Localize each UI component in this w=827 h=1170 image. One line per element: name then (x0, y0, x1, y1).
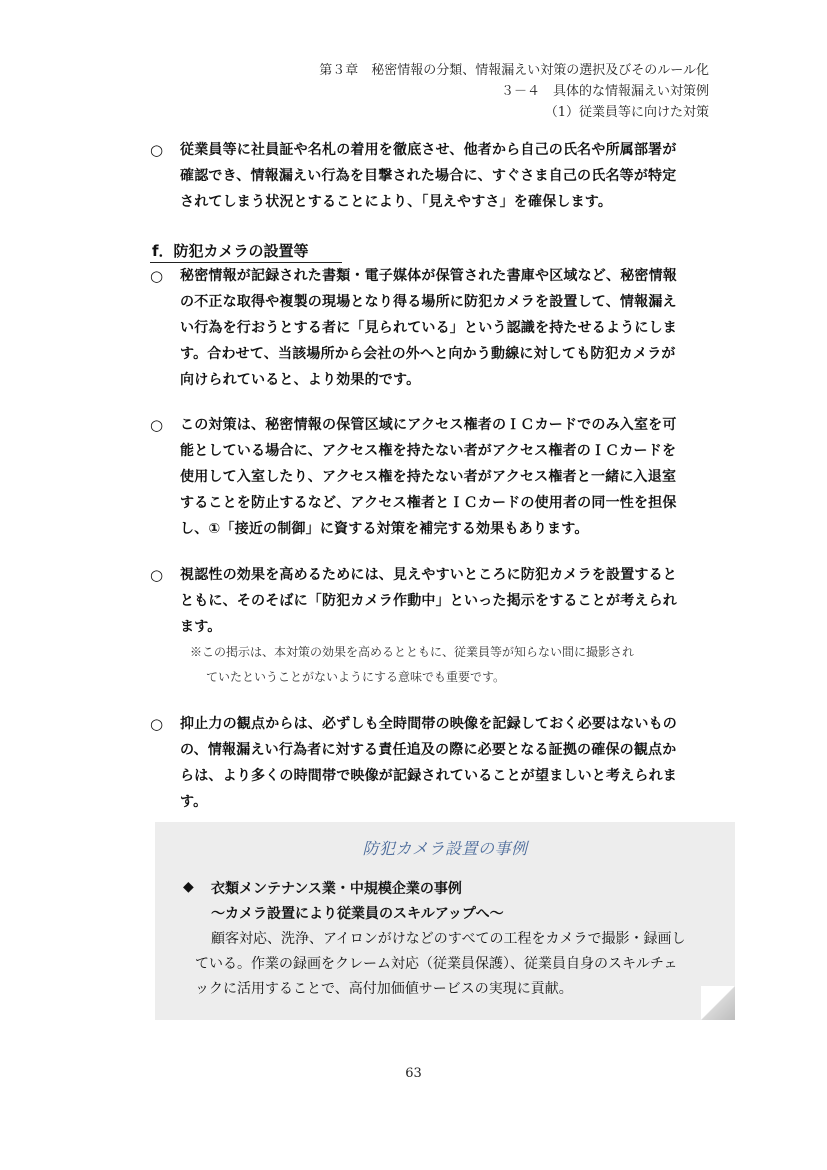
intro-paragraph (150, 137, 710, 215)
paragraph-line: 視認性の効果を高めるためには、見えやすいところに防犯カメラを設置すると (180, 567, 677, 583)
paragraph-line: 使用して入室したり、アクセス権を持たない者がアクセス権者と一緒に入退室 (180, 469, 677, 485)
paragraph-line: 確認でき、情報漏えい行為を目撃された場合に、すぐさま自己の氏名等が特定 (180, 168, 677, 184)
paragraph-line: 抑止力の観点からは、必ずしも全時間帯の映像を記録しておく必要はないもの (180, 716, 677, 732)
chapter-title: 第３章 秘密情報の分類、情報漏えい対策の選択及びそのルール化 (319, 63, 709, 78)
paragraph-line: 能としている場合に、アクセス権を持たない者がアクセス権者のＩＣカードを (180, 443, 677, 459)
diamond-bullet-icon: ◆ (183, 879, 194, 895)
paragraph-line: されてしまう状況とすることにより、「見えやすさ」を確保します。 (180, 194, 613, 210)
case-body-line: ている。作業の録画をクレーム対応（従業員保護）、従業員自身のスキルチェ (195, 956, 678, 972)
case-body-line: ックに活用することで、高付加価値サービスの実現に貢献。 (195, 981, 573, 997)
section-title: ３－４ 具体的な情報漏えい対策例 (500, 84, 709, 99)
section-heading-f: f．防犯カメラの設置等 (150, 240, 342, 263)
page-curl-decoration (701, 986, 735, 1020)
paragraph-ic-card (150, 412, 710, 542)
paragraph-line: 従業員等に社員証や名札の着用を徹底させ、他者から自己の氏名や所属部署が (180, 142, 677, 158)
paragraph-visibility (150, 562, 710, 690)
bullet-circle-icon: ○ (150, 715, 164, 733)
paragraph-line: の不正な取得や複製の現場となり得る場所に防犯カメラを設置して、情報漏え (180, 294, 677, 310)
bullet-circle-icon: ○ (150, 566, 164, 584)
paragraph-line: す。合わせて、当該場所から会社の外へと向かう動線に対しても防犯カメラが (180, 346, 676, 362)
paragraph-line: 向けられていると、より効果的です。 (180, 372, 421, 388)
paragraph-line: す。 (180, 794, 208, 810)
subsection-title: （1）従業員等に向けた対策 (544, 105, 709, 120)
paragraph-line: い行為を行おうとする者に「見られている」という認識を持たせるようにしま (180, 320, 677, 336)
bullet-circle-icon: ○ (150, 416, 164, 434)
note-line: ※この掲示は、本対策の効果を高めるとともに、従業員等が知らない間に撮影され (190, 645, 635, 659)
paragraph-line: することを防止するなど、アクセス権者とＩＣカードの使用者の同一性を担保 (180, 495, 677, 511)
case-body-line: 顧客対応、洗浄、アイロンがけなどのすべての工程をカメラで撮影・録画し (211, 931, 686, 947)
paragraph-deterrence (150, 711, 710, 815)
paragraph-line: ます。 (180, 619, 222, 635)
paragraph-line: 秘密情報が記録された書類・電子媒体が保管された書庫や区域など、秘密情報 (180, 268, 677, 284)
page-header (319, 60, 709, 123)
paragraph-line: の、情報漏えい行為者に対する責任追及の際に必要となる証拠の確保の観点か (180, 742, 677, 758)
case-subtitle: ～カメラ設置により従業員のスキルアップへ～ (211, 906, 504, 922)
case-title: 衣類メンテナンス業・中規模企業の事例 (211, 881, 462, 897)
paragraph-camera-placement (150, 263, 710, 393)
paragraph-line: し、①「接近の制御」に資する対策を補完する効果もあります。 (180, 521, 589, 537)
paragraph-line: ともに、そのそばに「防犯カメラ作動中」といった掲示をすることが考えられ (180, 593, 677, 609)
paragraph-line: この対策は、秘密情報の保管区域にアクセス権者のＩＣカードでのみ入室を可 (180, 417, 677, 433)
note (190, 640, 710, 690)
note-line: ていたということがないようにする意味でも重要です。 (206, 670, 506, 684)
case-box-title: 防犯カメラ設置の事例 (362, 839, 528, 858)
bullet-circle-icon: ○ (150, 141, 164, 159)
paragraph-line: らは、より多くの時間帯で映像が記録されていることが望ましいと考えられま (180, 768, 677, 784)
case-study-box (155, 822, 735, 1020)
bullet-circle-icon: ○ (150, 267, 164, 285)
page-number: 63 (405, 1066, 422, 1081)
